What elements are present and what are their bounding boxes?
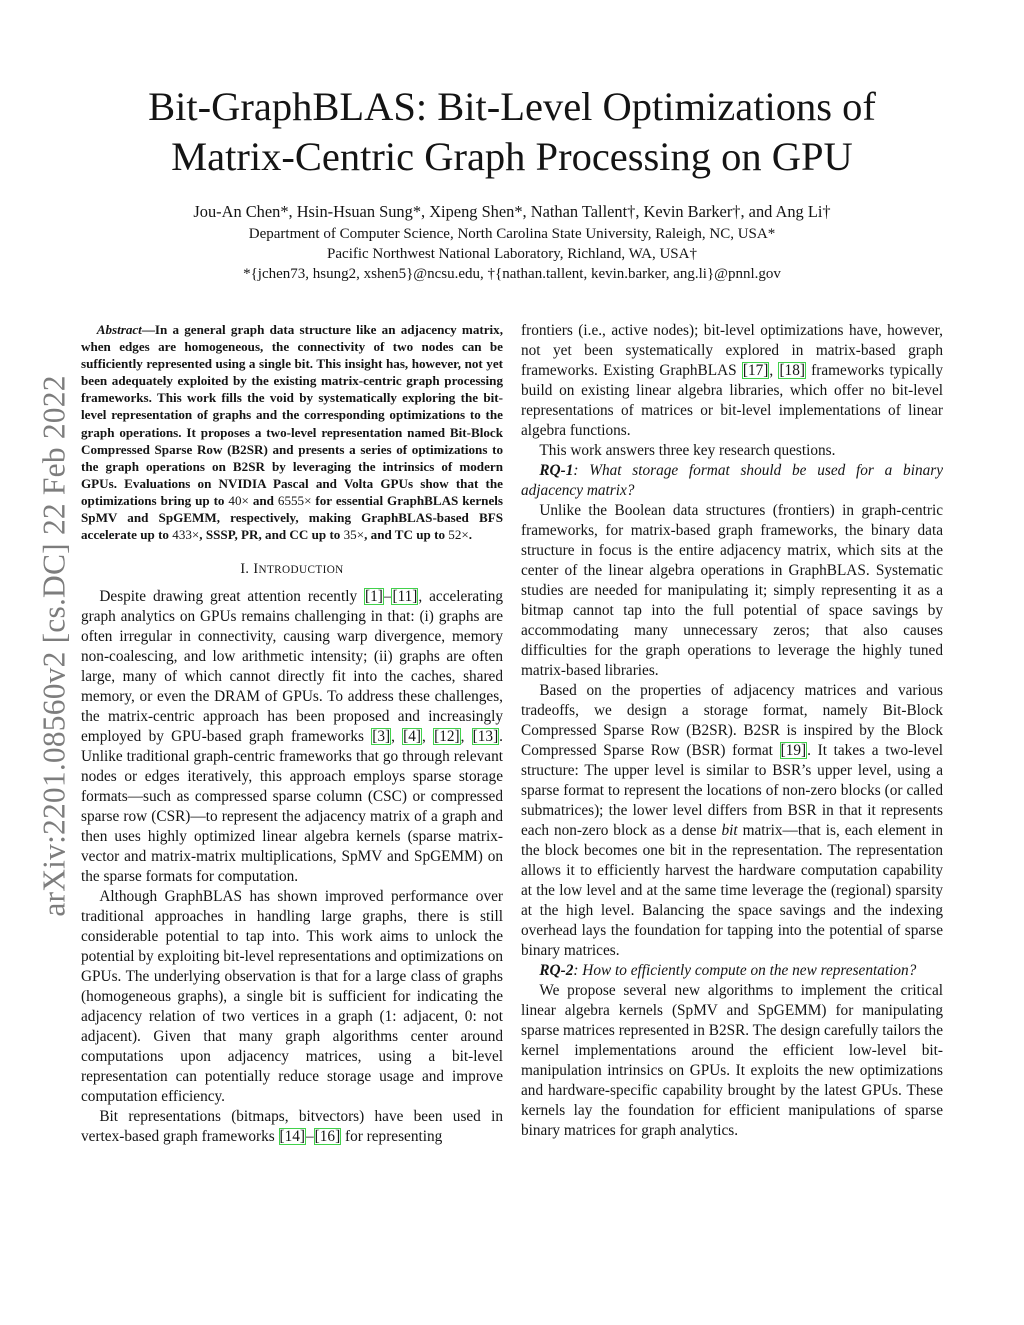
paragraph-text: Despite drawing great attention recently — [99, 588, 364, 606]
rq1-text: : What storage format should be used for a binary adjacency matrix? — [521, 462, 943, 499]
affiliation-ncsu: Department of Computer Science, North Carolina State University, Raleigh, NC, USA* — [248, 226, 776, 242]
abstract-tc-speedup: 52× — [448, 527, 469, 543]
rq2-label: RQ-2 — [539, 962, 574, 979]
affiliation-pnnl: Pacific Northwest National Laboratory, Richland, WA, USA† — [327, 246, 697, 262]
section-title-rest: NTRODUCTION — [258, 564, 344, 577]
abstract-spgemm-speedup: 6555× — [277, 492, 312, 508]
left-column — [81, 321, 503, 1147]
paragraph-text: Based on the properties of adjacency matrices and various tradeoffs, we design a storage format, namely Bit-Block Compressed Sparse Row (B2SR). B2SR is inspired by the Block Compressed Sparse Row (BSR) format — [521, 682, 943, 759]
citation-link[interactable]: [1] — [364, 588, 383, 606]
paragraph-text: , — [460, 728, 472, 746]
abstract-text: . — [468, 527, 473, 543]
research-question-1 — [521, 461, 943, 501]
abstract-sssp-speedup: 35× — [343, 527, 365, 543]
abstract-spmv-speedup: 40× — [228, 492, 249, 508]
paragraph-text: matrix—that is, each element in the block becomes one bit in the representation. The representation allows it to efficiently harvest the hardware computation capability at the low level and at the same time leverage the (regional) sparsity at the high level. Balancing the space savings and the indexing overhead lays the foundation for tapping into the potential of sparse binary matrices. — [521, 822, 943, 959]
arxiv-id: arXiv:2201.08560v2 [cs.DC] 22 Feb 2022 — [37, 375, 72, 917]
section-numeral: I. — [240, 561, 254, 578]
paper-title — [100, 82, 924, 182]
intro-paragraph-2: Although GraphBLAS has shown improved performance over traditional approaches in handling large graphs, there is still considerable potential to tap into. This work aims to unlock the potential by exploiting bit-level representations and optimizations on GPUs. The underlying observation is that for a large class of graphs (homogeneous graphs), a single bit is sufficient for indicating the adjacency relation of two vertices in a graph (1: adjacent, 0: not adjacent). Given that many graph algorithms center around computations upon adjacency matrices, using a bit-level representation can potentially reduce storage usage and improve computation efficiency. — [81, 888, 503, 1106]
title-line-2: Matrix-Centric Graph Processing on GPU — [171, 134, 853, 179]
abstract-text: and — [248, 492, 278, 508]
abstract-lead: Abstract — [96, 322, 142, 337]
abstract-bfs-speedup: 433× — [172, 527, 200, 543]
title-line-1: Bit-GraphBLAS: Bit-Level Optimizations of — [148, 84, 876, 129]
paragraph-text: for representing — [341, 1128, 443, 1146]
section-heading-introduction — [81, 559, 503, 580]
citation-link[interactable]: [18] — [779, 362, 805, 379]
paragraph-text: , — [422, 728, 434, 746]
citation-link[interactable]: [17] — [742, 362, 769, 379]
intro-paragraph-1 — [81, 587, 503, 887]
citation-link[interactable]: [19] — [780, 742, 807, 759]
author-list: Jou-An Chen*, Hsin-Hsuan Sung*, Xipeng Shen*, Nathan Tallent†, Kevin Barker†, and Ang Li† — [193, 202, 831, 221]
research-question-2 — [521, 961, 943, 981]
author-emails: *{jchen73, hsung2, xshen5}@ncsu.edu, †{nathan.tallent, kevin.barker, ang.li}@pnnl.gov — [243, 266, 781, 282]
intro-paragraph-3 — [81, 1107, 503, 1147]
section-title-cap: I — [253, 561, 259, 578]
emphasis-bit: bit — [721, 822, 738, 839]
citation-link[interactable]: [3] — [372, 728, 391, 746]
abstract — [81, 321, 503, 543]
abstract-text: , SSSP, PR, and CC up to — [199, 527, 344, 543]
paragraph-text: . Unlike traditional graph-centric frameworks that go through relevant nodes or edges iteratively, this approach employs sparse storage formats—such as compressed sparse column (CSC) or compressed sparse row (CSR)—to represent the adjacency matrix of a graph and then uses highly optimized linear algebra kernels (sparse matrix-vector and matrix-matrix multiplications, SpMV and SpGEMM) on the sparse formats for computation. — [81, 728, 503, 886]
citation-link[interactable]: [13] — [472, 728, 499, 746]
citation-link[interactable]: [14] — [279, 1128, 306, 1146]
paragraph-text: – — [306, 1128, 314, 1146]
citation-link[interactable]: [4] — [403, 728, 422, 746]
citation-link[interactable]: [16] — [314, 1128, 341, 1146]
paragraph-text: , — [391, 728, 403, 746]
paragraph-text: frameworks typically build on existing linear algebra libraries, which offer no bit-level representations of matrices or bit-level implementations of linear algebra functions. — [521, 362, 943, 439]
abstract-text: for essential GraphBLAS kernels SpMV and SpGEMM, respectively, making GraphBLAS-based BFS accelerate up to — [81, 492, 504, 543]
intro-paragraph-6 — [521, 681, 943, 961]
paragraph-text: Bit representations (bitmaps, bitvectors) have been used in vertex-based graph frameworks — [81, 1108, 503, 1146]
citation-link[interactable]: [12] — [434, 728, 460, 746]
paragraph-text: – — [383, 588, 392, 606]
abstract-text: , and TC up to — [364, 527, 449, 543]
intro-paragraph-7: We propose several new algorithms to implement the critical linear algebra kernels (SpMV and SpGEMM) for manipulating sparse matrices represented in B2SR. The design carefully tailors the kernel implementations around the efficient low-level bit-manipulation intrinsics on GPUs. It exploits the new optimizations and hardware-specific capability brought by the latest GPUs. These kernels lay the foundation for efficient manipulations of sparse binary matrices for graph analytics. — [521, 982, 943, 1139]
intro-paragraph-5: Unlike the Boolean data structures (frontiers) in graph-centric frameworks, for matrix-based graph frameworks, the binary data structure in focus is the entire adjacency matrix, which sits at the center of the linear algebra operations in GraphBLAS. Systematic studies are needed for manipulating it; simply representing it as a bitmap cannot tap into the full potential of space savings by accommodating many unnecessary zeros; that also causes difficulties for the graph operations to leverage the highly tuned matrix-based libraries. — [521, 502, 943, 679]
rq2-text: : How to efficiently compute on the new representation? — [573, 962, 917, 979]
paragraph-text: , — [769, 362, 779, 379]
right-column — [521, 321, 943, 1141]
paragraph-text: , accelerating graph analytics on GPUs remains challenging in that: (i) graphs are often irregular in connectivity, causing warp divergence, memory non-coalescing, and low arithmetic intensity; (ii) graphs are often large, many of which cannot directly fit into the caches, shared memory, or even the DRAM of GPUs. To address these challenges, the matrix-centric approach has been proposed and increasingly employed by GPU-based graph frameworks — [81, 588, 503, 746]
abstract-text: —In a general graph data structure like an adjacency matrix, when edges are homogeneous, the connectivity of two nodes can be sufficiently represented using a single bit. This insight has, however, not yet been adequately exploited by the existing matrix-centric graph processing frameworks. This work fills the void by systematically exploring the bit-level representation of graphs and the corresponding optimizations to the graph operations. It proposes a two-level representation named Bit-Block Compressed Sparse Row (B2SR) and presents a series of optimizations to the graph operations on B2SR by leveraging the intrinsics of modern GPUs. Evaluations on NVIDIA Pascal and Volta GPUs show that the optimizations bring up to — [81, 322, 503, 508]
rq1-label: RQ-1 — [539, 462, 574, 479]
intro-paragraph-3-cont — [521, 321, 943, 441]
paragraph-text: frontiers (i.e., active nodes); bit-level optimizations have, however, not yet been systematically explored in matrix-based graph frameworks. Existing GraphBLAS — [521, 322, 943, 379]
paragraph-text: . It takes a two-level structure: The upper level is similar to BSR’s upper level, using a sparse format to represent the locations of non-zero blocks (or called submatrices); the lower level differs from BSR in that it represents each non-zero block as a dense — [521, 742, 943, 839]
citation-link[interactable]: [11] — [392, 588, 418, 606]
intro-paragraph-4: This work answers three key research questions. — [539, 442, 836, 459]
